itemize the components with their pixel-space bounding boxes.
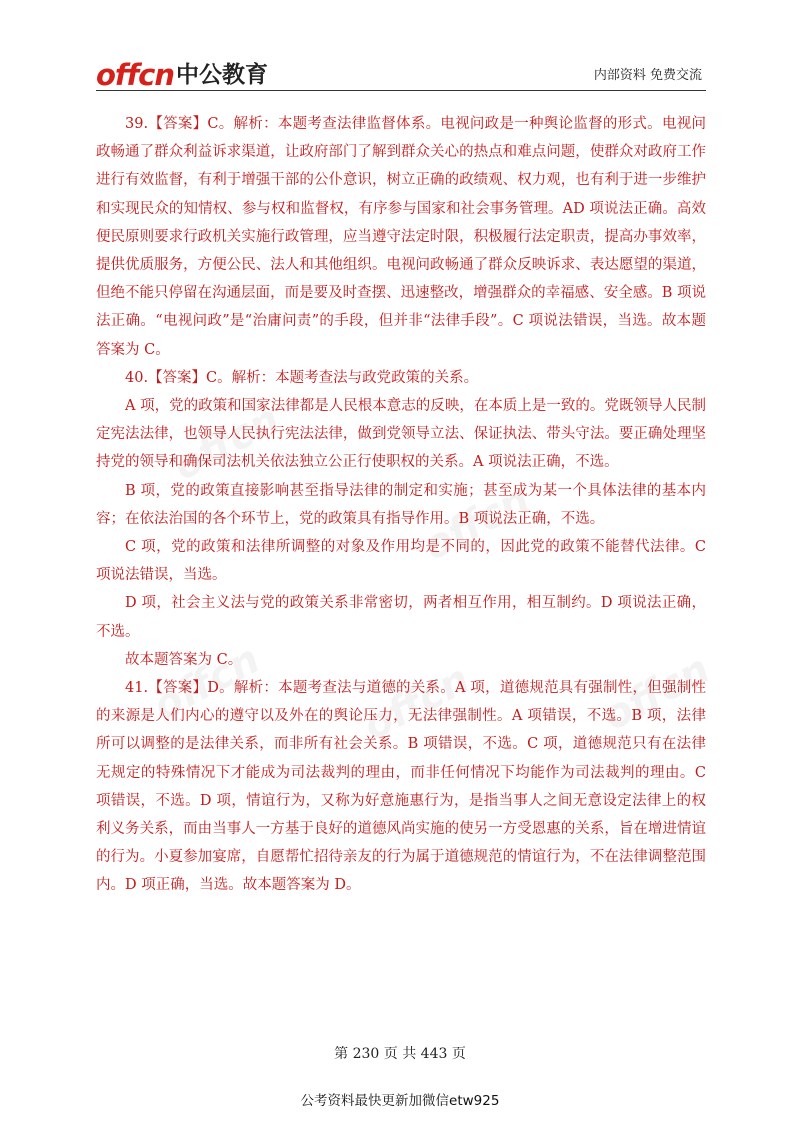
answer-40-option-a: A 项，党的政策和国家法律都是人民根本意志的反映，在本质上是一致的。党既领导人民制定宪法法律，也领导人民执行宪法法律，做到党领导立法、保证执法、带头守法。要正确处理坚持党的领导和确保司法机关依法独立公正行使职权的关系。A 项说法正确，不选。 xyxy=(96,398,706,471)
answer-40-option-d: D 项，社会主义法与党的政策关系非常密切，两者相互作用，相互制约。D 项说法正确，不选。 xyxy=(96,595,706,640)
offcn-logo xyxy=(96,58,268,90)
answer-content xyxy=(96,110,706,900)
answer-40-option-b: B 项，党的政策直接影响甚至指导法律的制定和实施；甚至成为某一个具体法律的基本内容；在依法治国的各个环节上，党的政策具有指导作用。B 项说法正确，不选。 xyxy=(96,482,706,527)
answer-39-paragraph: 39.【答案】C。解析：本题考查法律监督体系。电视问政是一种舆论监督的形式。电视问政畅通了群众利益诉求渠道，让政府部门了解到群众关心的热点和难点问题，使群众对政府工作进行有效监督，有利于增强干部的公仆意识，树立正确的政绩观、权力观，也有利于进一步维护和实现民众的知情权、参与权和监督权，有序参与国家和社会事务管理。AD 项说法正确。高效便民原则要求行政机关实施行政管理，应当遵守法定时限，积极履行法定职责，提高办事效率，提供优质服务，方便公民、法人和其他组织。电视问政畅通了群众反映诉求、表达愿望的渠道，但绝不能只停留在沟通层面，而是要及时查摆、迅速整改，增强群众的幸福感、安全感。B 项说法正确。“电视问政”是“治庸问责”的手段，但并非“法律手段”。C 项说法错误，当选。故本题答案为 C。 xyxy=(96,116,706,358)
logo-latin-text: offcn xyxy=(96,58,174,92)
logo-chinese-text: 中公教育 xyxy=(176,62,268,88)
header-tagline: 内部资料 免费交流 xyxy=(593,68,702,83)
footer-note: 公考资料最快更新加微信etw925 xyxy=(300,1093,500,1109)
answer-40-heading: 40.【答案】C。解析：本题考查法与政党政策的关系。 xyxy=(125,369,479,386)
answer-41-paragraph: 41.【答案】D。解析：本题考查法与道德的关系。A 项，道德规范具有强制性，但强制性的来源是人们内心的遵守以及外在的舆论压力，无法律强制性。A 项错误，不选。B 项，法律所可以调整的是法律关系，而非所有社会关系。B 项错误，不选。C 项，道德规范只有在法律无规定的特殊情况下才能成为司法裁判的理由，而非任何情况下均能作为司法裁判的理由。C 项错误，不选。D 项，情谊行为，又称为好意施惠行为，是指当事人之间无意设定法律上的权利义务关系，而由当事人一方基于良好的道德风尚实施的使另一方受恩惠的关系，旨在增进情谊的行为。小夏参加宴席，自愿帮忙招待亲友的行为属于道德规范的情谊行为，不在法律调整范围内。D 项正确，当选。故本题答案为 D。 xyxy=(96,680,706,894)
page-header xyxy=(96,56,706,91)
answer-40-option-c: C 项，党的政策和法律所调整的对象及作用均是不同的，因此党的政策不能替代法律。C 项说法错误，当选。 xyxy=(96,539,706,584)
page-number: 第 230 页 共 443 页 xyxy=(334,1046,466,1062)
answer-40-conclusion: 故本题答案为 C。 xyxy=(125,651,243,668)
